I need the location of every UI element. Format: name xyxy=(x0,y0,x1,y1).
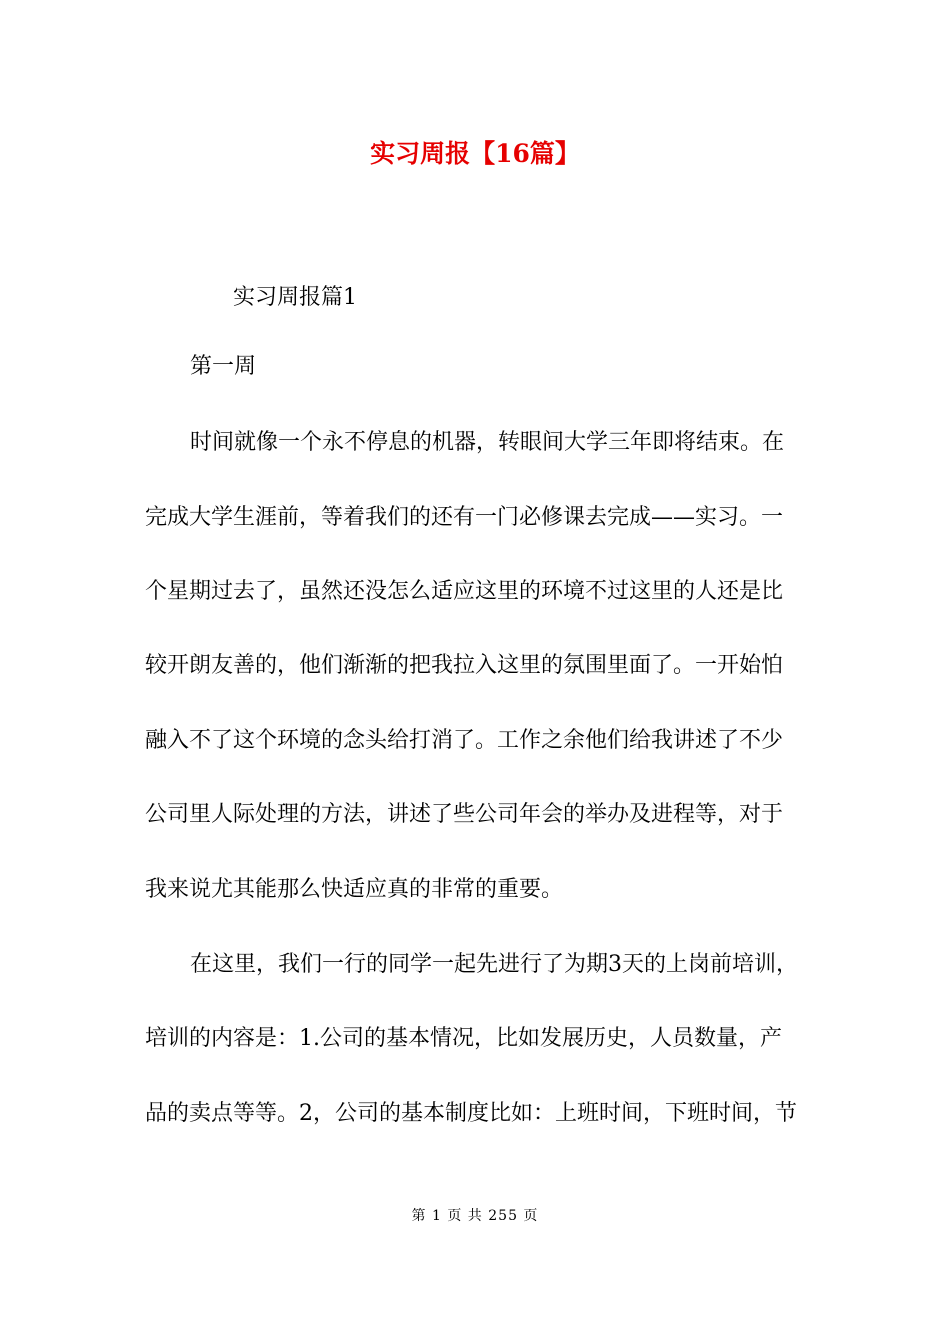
paragraph-line: 个星期过去了，虽然还没怎么适应这里的环境不过这里的人还是比 xyxy=(145,579,784,604)
paragraph-line: 在这里，我们一行的同学一起先进行了为期3天的上岗前培训， xyxy=(190,952,798,977)
week-label: 第一周 xyxy=(190,354,257,379)
paragraph-line: 完成大学生涯前，等着我们的还有一门必修课去完成——实习。一 xyxy=(145,505,784,530)
paragraph-line: 较开朗友善的，他们渐渐的把我拉入这里的氛围里面了。一开始怕 xyxy=(145,653,784,678)
paragraph-line: 公司里人际处理的方法，讲述了些公司年会的举办及进程等，对于 xyxy=(145,802,784,827)
paragraph-line: 品的卖点等等。2，公司的基本制度比如：上班时间，下班时间，节 xyxy=(145,1101,797,1126)
paragraph-line: 培训的内容是：1.公司的基本情况，比如发展历史，人员数量，产 xyxy=(145,1026,782,1051)
document-title: 实习周报【16篇】 xyxy=(370,139,580,168)
paragraph-line: 我来说尤其能那么快适应真的非常的重要。 xyxy=(145,877,564,902)
paragraph-line: 融入不了这个环境的念头给打消了。工作之余他们给我讲述了不少 xyxy=(145,728,784,753)
paragraph-line: 时间就像一个永不停息的机器，转眼间大学三年即将结束。在 xyxy=(190,430,785,455)
section-heading: 实习周报篇1 xyxy=(233,285,357,310)
page-footer: 第 1 页 共 255 页 xyxy=(411,1208,539,1224)
